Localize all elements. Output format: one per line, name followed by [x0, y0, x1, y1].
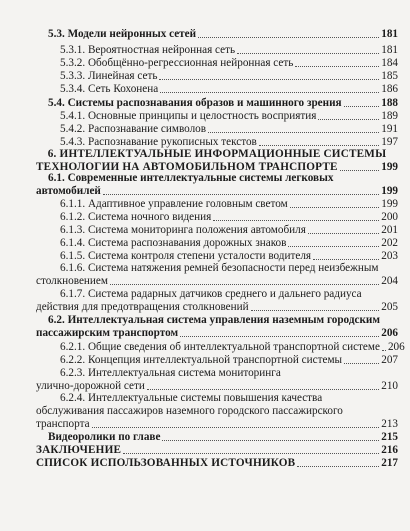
toc-entry-page-number: 197: [381, 136, 398, 148]
toc-entry-title: 6.1.2. Система ночного видения: [60, 211, 212, 223]
toc-entry-line: [36, 172, 398, 185]
dot-leader: [123, 453, 379, 454]
toc-entry-e02[interactable]: [60, 44, 398, 57]
toc-entry-title: 6.2.4. Интеллектуальные системы повышения качества: [60, 392, 323, 404]
toc-entry-title: 5.4. Системы распознавания образов и машинного зрения: [48, 97, 342, 109]
dot-leader: [162, 440, 379, 441]
toc-entry-page-number: 204: [381, 275, 398, 287]
toc-entry-title: 6.1. Современные интеллектуальные системы легковых: [48, 172, 334, 184]
toc-entry-title: СПИСОК ИСПОЛЬЗОВАННЫХ ИСТОЧНИКОВ: [36, 457, 296, 469]
toc-entry-title: улично-дорожной сети: [36, 380, 145, 392]
toc-entry-e14[interactable]: [60, 224, 398, 237]
dot-leader: [198, 37, 379, 38]
toc-entry-e06[interactable]: [48, 97, 398, 110]
toc-entry-e01[interactable]: [48, 28, 398, 41]
toc-entry-page-number: 199: [381, 198, 398, 210]
dot-leader: [344, 363, 379, 364]
toc-entry-page-number: 199: [381, 185, 398, 197]
toc-entry-title: обслуживания пассажиров наземного городского пассажирского: [36, 405, 343, 417]
toc-entry-line: [36, 185, 398, 198]
dot-leader: [382, 350, 386, 351]
toc-entry-title: 6. ИНТЕЛЛЕКТУАЛЬНЫЕ ИНФОРМАЦИОННЫЕ СИСТЕМЫ: [47, 148, 387, 160]
toc-entry-e11[interactable]: [36, 172, 398, 198]
toc-entry-title: 6.1.7. Система радарных датчиков среднего и дальнего радиуса: [60, 288, 362, 300]
toc-entry-e18[interactable]: [36, 288, 398, 314]
dot-leader: [313, 259, 379, 260]
toc-entry-title: 6.1.3. Система мониторинга положения автомобиля: [60, 224, 306, 236]
dot-leader: [290, 207, 380, 208]
toc-entry-title: 6.1.5. Система контроля степени усталости водителя: [60, 250, 312, 262]
toc-entry-line: [36, 367, 398, 380]
toc-entry-e07[interactable]: [60, 110, 398, 123]
toc-entry-e03[interactable]: [60, 57, 398, 70]
toc-entry-page-number: 216: [381, 444, 398, 456]
toc-entry-e19[interactable]: [36, 314, 398, 340]
toc-entry-page-number: 191: [381, 123, 398, 135]
toc-entry-title: 6.2.3. Интеллектуальная система мониторинга: [60, 367, 281, 379]
dot-leader: [344, 106, 380, 107]
dot-leader: [308, 233, 379, 234]
toc-entry-title: 6.1.6. Система натяжения ремней безопасности перед неизбежным: [60, 262, 379, 274]
dot-leader: [259, 145, 379, 146]
toc-entry-page-number: 181: [381, 28, 398, 40]
toc-entry-title: пассажирским транспортом: [36, 327, 179, 339]
toc-entry-e22[interactable]: [36, 367, 398, 393]
toc-entry-page-number: 201: [381, 224, 398, 236]
dot-leader: [237, 53, 379, 54]
toc-entry-e12[interactable]: [60, 198, 398, 211]
dot-leader: [340, 170, 380, 171]
toc-entry-page-number: 188: [381, 97, 398, 109]
toc-entry-e23[interactable]: [36, 392, 398, 431]
toc-entry-line: [36, 275, 398, 288]
toc-entry-e21[interactable]: [60, 354, 398, 367]
toc-entry-title: ЗАКЛЮЧЕНИЕ: [36, 444, 122, 456]
toc-entry-page-number: 217: [381, 457, 398, 469]
toc-entry-e10[interactable]: [36, 148, 398, 174]
dot-leader: [159, 79, 379, 80]
toc-entry-line: [36, 405, 398, 418]
toc-entry-title: 6.1.4. Система распознавания дорожных знаков: [60, 237, 287, 249]
toc-entry-title: столкновением: [36, 275, 108, 287]
dot-leader: [251, 310, 380, 311]
toc-entry-e26[interactable]: [36, 457, 398, 470]
toc-entry-line: [36, 314, 398, 327]
toc-entry-e25[interactable]: [36, 444, 398, 457]
toc-entry-title: 5.3. Модели нейронных сетей: [48, 28, 197, 40]
toc-entry-line: [36, 148, 398, 161]
toc-entry-title: действия для предотвращения столкновений: [36, 301, 249, 313]
toc-entry-title: 5.4.2. Распознавание символов: [60, 123, 207, 135]
toc-entry-title: 6.2.2. Концепция интеллектуальной транспортной системы: [60, 354, 343, 366]
toc-entry-line: [36, 288, 398, 301]
toc-entry-title: 5.4.1. Основные принципы и целостность восприятия: [60, 110, 317, 122]
toc-entry-line: [36, 418, 398, 431]
toc-entry-title: 5.3.2. Обобщённо-регрессионная нейронная сеть: [60, 57, 294, 69]
toc-entry-title: ТЕХНОЛОГИИ НА АВТОМОБИЛЬНОМ ТРАНСПОРТЕ: [36, 161, 338, 173]
toc-entry-e17[interactable]: [36, 262, 398, 288]
toc-entry-e24[interactable]: [48, 431, 398, 444]
toc-entry-e05[interactable]: [60, 83, 398, 96]
dot-leader: [180, 336, 379, 337]
dot-leader: [295, 66, 379, 67]
dot-leader: [213, 220, 379, 221]
toc-entry-line: [36, 392, 398, 405]
toc-entry-page-number: 200: [381, 211, 398, 223]
toc-entry-title: 6.2.1. Общие сведения об интеллектуальной транспортной системе: [60, 341, 380, 353]
toc-entry-page-number: 184: [381, 57, 398, 69]
dot-leader: [92, 427, 380, 428]
toc-entry-e04[interactable]: [60, 70, 398, 83]
dot-leader: [288, 246, 379, 247]
dot-leader: [147, 389, 379, 390]
toc-entry-page-number: 202: [381, 237, 398, 249]
toc-entry-e20[interactable]: [60, 341, 405, 354]
toc-entry-page-number: 186: [381, 83, 398, 95]
toc-entry-title: Видеоролики по главе: [48, 431, 161, 443]
toc-entry-page-number: 206: [387, 341, 405, 353]
toc-entry-title: 6.2. Интеллектуальная система управления наземным городским: [48, 314, 380, 326]
toc-entry-title: 5.3.3. Линейная сеть: [60, 70, 158, 82]
toc-entry-e13[interactable]: [60, 211, 398, 224]
dot-leader: [110, 284, 379, 285]
toc-entry-e15[interactable]: [60, 237, 398, 250]
dot-leader: [208, 132, 379, 133]
dot-leader: [297, 466, 379, 467]
toc-entry-page-number: 205: [381, 301, 398, 313]
toc-entry-page-number: 181: [381, 44, 398, 56]
toc-entry-page-number: 207: [381, 354, 398, 366]
toc-entry-page-number: 215: [381, 431, 398, 443]
toc-entry-title: 5.4.3. Распознавание рукописных текстов: [60, 136, 257, 148]
toc-entry-line: [36, 262, 398, 275]
toc-entry-e08[interactable]: [60, 123, 398, 136]
toc-entry-page-number: 185: [381, 70, 398, 82]
dot-leader: [103, 194, 379, 195]
toc-entry-title: автомобилей: [36, 185, 101, 197]
toc-entry-page-number: 213: [381, 418, 398, 430]
toc-entry-line: [36, 327, 398, 340]
dot-leader: [318, 119, 379, 120]
toc-entry-page-number: 206: [381, 327, 398, 339]
toc-entry-page-number: 203: [381, 250, 398, 262]
toc-entry-line: [36, 301, 398, 314]
dot-leader: [160, 92, 379, 93]
toc-entry-title: 6.1.1. Адаптивное управление головным светом: [60, 198, 288, 210]
toc-entry-page-number: 199: [381, 161, 398, 173]
toc-entry-page-number: 210: [381, 380, 398, 392]
toc-entry-title: транспорта: [36, 418, 90, 430]
toc-entry-page-number: 189: [381, 110, 398, 122]
toc-entry-title: 5.3.4. Сеть Кохонена: [60, 83, 159, 95]
toc-entry-title: 5.3.1. Вероятностная нейронная сеть: [60, 44, 236, 56]
